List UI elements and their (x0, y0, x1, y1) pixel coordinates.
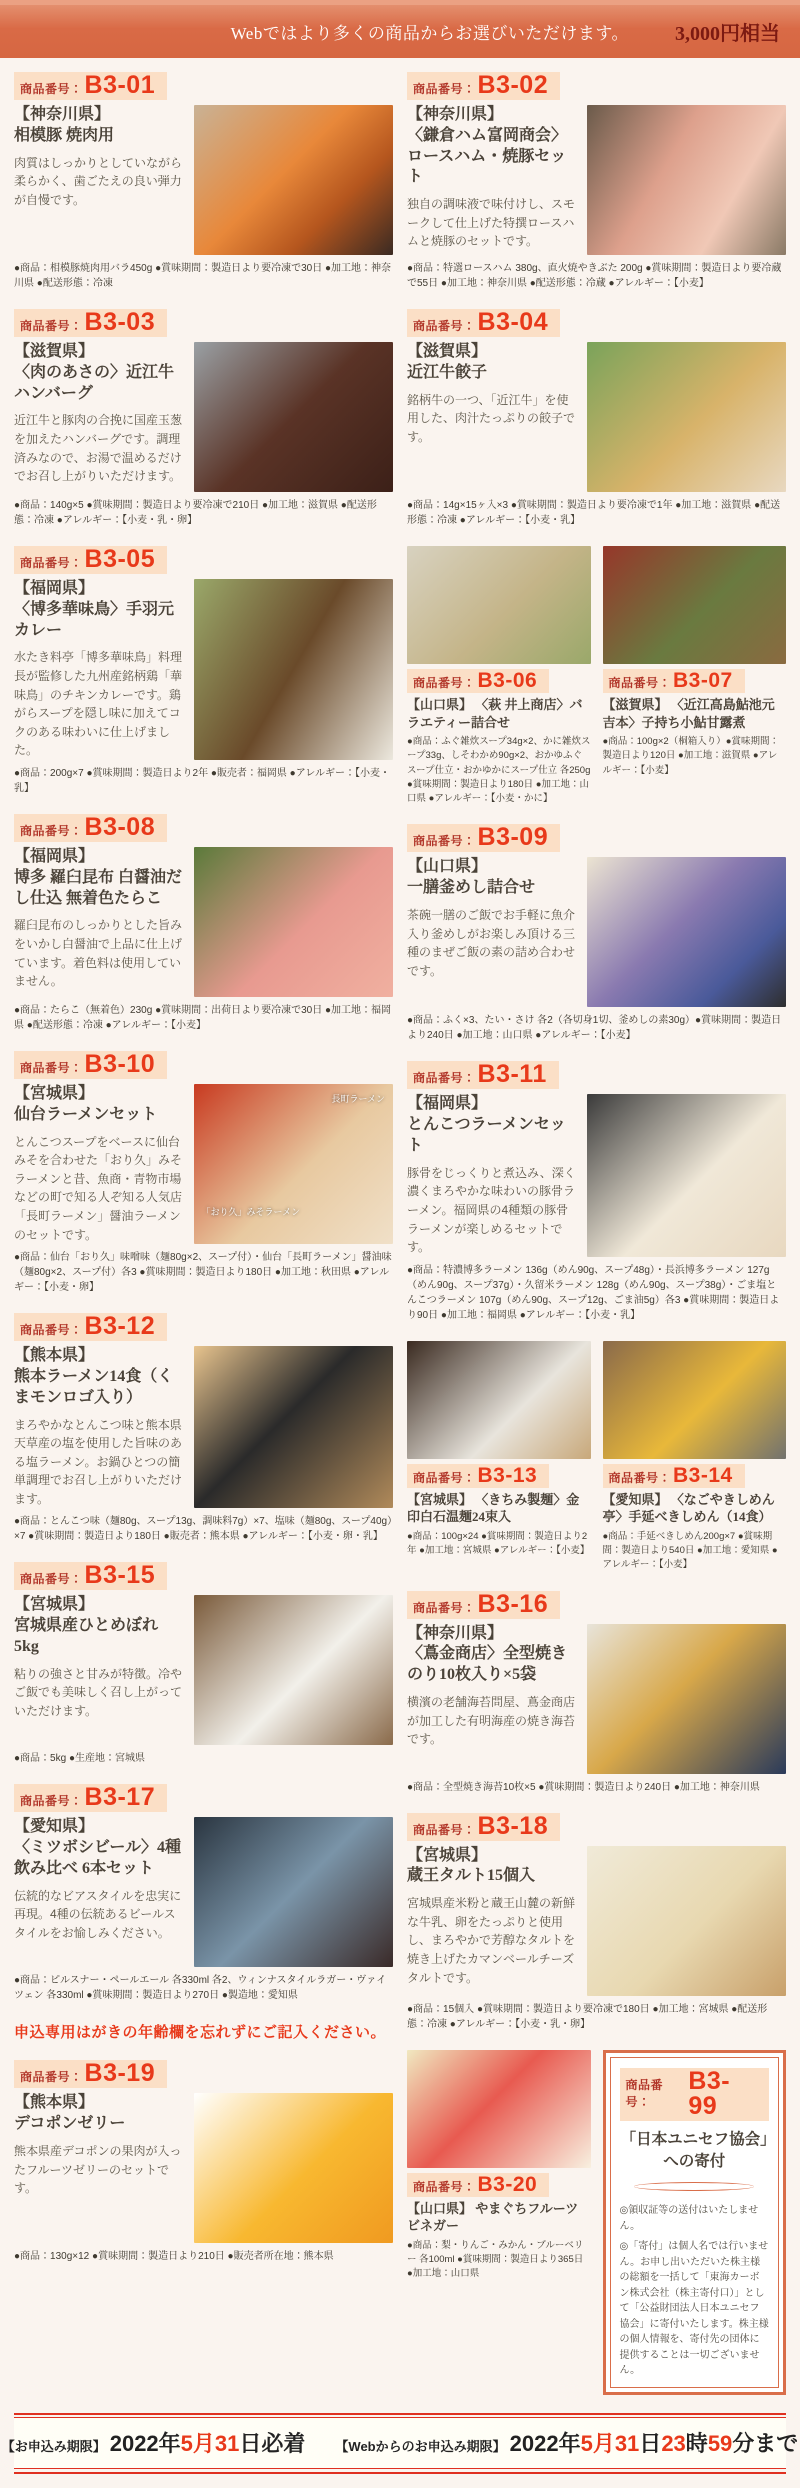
product-photo (603, 1341, 787, 1459)
product-description: 近江牛と豚肉の合挽に国産玉葱を加えたハンバーグです。調理済みなので、お湯で温めるだけでお召し上がりいただけます。 (14, 413, 183, 484)
deadline-text-part: 5月31 (180, 2431, 240, 2457)
product-code-prefix: 商品番号： (20, 82, 83, 96)
product-details: ●商品：とんこつ味（麺80g、スープ13g、調味料7g）×7、塩味（麺80g、スープ40g）×7 ●賞味期間：製造日より180日 ●販売者：熊本県 ●アレルギー：【小麦・卵・乳】 (14, 1516, 393, 1543)
product-name: 仙台ラーメンセット (14, 1105, 158, 1123)
product-prefecture: 【福岡県】 (14, 580, 95, 597)
product-code: B3-04 (477, 308, 549, 336)
product-code-prefix: 商品番号： (20, 1794, 83, 1809)
deadline-text-part: 時 (685, 2431, 708, 2457)
product-code: B3-01 (84, 71, 156, 99)
product-photo (194, 342, 393, 492)
product-card (14, 814, 393, 1033)
product-code: B3-20 (477, 2172, 538, 2196)
product-code-prefix: 商品番号： (20, 1572, 83, 1587)
product-code-prefix: 商品番号： (20, 2070, 83, 2085)
product-name: 〈鎌倉ハム富岡商会〉ロースハム・焼豚セット (407, 126, 568, 186)
deadline-text-part: 2022年 (109, 2431, 181, 2457)
product-name: とんこつラーメンセット (407, 1116, 566, 1154)
product-details: ●商品：130g×12 ●賞味期間：製造日より210日 ●販売者所在地：熊本県 (14, 2251, 334, 2263)
product-code-badge (14, 72, 167, 100)
product-prefecture: 【愛知県】 (602, 1491, 668, 1507)
web-deadline (335, 2427, 798, 2458)
product-card (407, 1061, 786, 1322)
product-prefecture: 【滋賀県】 (407, 343, 488, 360)
product-details: ●商品：全型焼き海苔10枚×5 ●賞味期間：製造日より240日 ●加工地：神奈川県 (407, 1781, 760, 1793)
product-code-prefix: 商品番号： (20, 823, 83, 838)
product-prefecture: 【山口県】 (407, 858, 488, 876)
product-name: 相模豚 焼肉用 (14, 126, 115, 144)
photo-caption: 長町ラーメン (331, 1093, 385, 1104)
product-name: 近江牛餃子 (407, 363, 488, 381)
product-name: 熊本ラーメン14食（くまモンロゴ入り） (14, 1367, 174, 1406)
donation-note: ◎領収証等の送付はいたしません。 (619, 2205, 759, 2232)
product-code-prefix: 商品番号： (608, 676, 672, 690)
product-name-text: やまぐちフルーツビネガー (407, 2200, 579, 2234)
flourish-ornament (634, 2182, 754, 2191)
product-details: ●商品：5kg ●生産地：宮城県 (14, 1753, 145, 1765)
product-code-prefix: 商品番号： (20, 1323, 83, 1338)
product-card (407, 2050, 591, 2395)
product-description: 伝統的なビアスタイルを忠実に再現。4種の伝統あるビールスタイルをお愉しみください。 (14, 1888, 182, 1941)
product-details: ●商品：140g×5 ●賞味期間：製造日より要冷凍で210日 ●加工地：滋賀県 ●配送形態：冷凍 ●アレルギー：【小麦・乳・卵】 (14, 500, 377, 526)
product-description: 熊本県産デコポンの果肉が入ったフルーツゼリーのセットです。 (14, 2144, 182, 2196)
product-details: ●商品：100g×2（桐箱入り）●賞味期間：製造日より120日 ●加工地：滋賀県 ●アレルギー：【小麦】 (602, 736, 779, 776)
product-name-text: 〈なごやきしめん亭〉手延べきしめん（14食） (602, 1491, 775, 1525)
product-prefecture: 【滋賀県】 (14, 343, 95, 360)
product-prefecture: 【熊本県】 (14, 2094, 95, 2112)
product-description: 横濱の老舗海苔問屋、蔦金商店が加工した有明海産の焼き海苔です。 (407, 1694, 576, 1747)
product-description: 茶碗一膳のご飯でお手軽に魚介入り釜めしがお楽しみ頂ける三種のまぜご飯の素の詰め合わせです。 (407, 907, 576, 978)
product-description: 独自の調味液で味付けし、スモークして仕上げた特撰ロースハムと焼豚のセットです。 (407, 197, 576, 249)
product-details: ●商品：100g×24 ●賞味期間：製造日より2年 ●加工地：宮城県 ●アレルギー：【小麦】 (407, 1530, 590, 1557)
product-description: 豚骨をじっくりと煮込み、深く濃くまろやかな味わいの豚骨ラーメン。福岡県の4種類の豚骨ラーメンが楽しめるセットです。 (407, 1165, 576, 1255)
product-details: ●商品：14g×15ヶ入×3 ●賞味期間：製造日より要冷凍で1年 ●加工地：滋賀県 ●配送形態：冷凍 ●アレルギー：【小麦・乳】 (407, 500, 781, 526)
product-code-badge (407, 2173, 549, 2197)
deadline-text-part: 5月31 (580, 2431, 640, 2457)
deadline-bar (1, 2413, 799, 2474)
product-description: とんこつスープをベースに仙台みそを合わせた「おり久」みそラーメンと昔、魚商・青物市場などの町で知る人ぞ知る人気店「長町ラーメン」醤油ラーメンのセットです。 (14, 1134, 183, 1242)
product-card (407, 546, 591, 806)
product-prefecture: 【福岡県】 (407, 1095, 488, 1113)
product-code: B3-03 (84, 308, 156, 336)
product-card (407, 1341, 591, 1573)
product-details: ●商品：特選ロースハム 380g、直火焼やきぶた 200g ●賞味期間：製造日より要冷蔵で55日 ●加工地：神奈川県 ●配送形態：冷蔵 ●アレルギー：【小麦】 (407, 263, 782, 289)
product-card (407, 1813, 786, 2032)
product-code-badge (603, 1464, 745, 1488)
product-card (603, 546, 787, 806)
product-code: B3-99 (688, 2066, 731, 2120)
product-name: 宮城県産ひとめぼれ 5kg (14, 1617, 159, 1656)
product-code-badge (14, 546, 167, 574)
product-photo (587, 342, 786, 492)
product-code: B3-02 (477, 71, 549, 99)
deadline-bar-inner (1, 2417, 799, 2469)
product-code-badge (14, 1562, 167, 1590)
product-prefecture: 【宮城県】 (407, 1846, 488, 1864)
product-photo (587, 105, 786, 255)
product-code-badge (407, 72, 560, 100)
product-description: 羅臼昆布のしっかりとした旨みをいかし白醤油で上品に仕上げています。着色料は使用していません。 (14, 918, 183, 989)
product-name-text: 〈近江高島鮎池元吉本〉子持ち小鮎甘露煮 (602, 697, 775, 730)
product-name: 〈肉のあさの〉近江牛ハンバーグ (14, 363, 175, 402)
product-name (603, 1491, 787, 1526)
product-photo (587, 1846, 786, 1996)
top-banner (0, 0, 800, 58)
product-name: 博多 羅臼昆布 白醤油だし仕込 無着色たらこ (14, 868, 183, 907)
product-details: ●商品：15個入 ●賞味期間：製造日より要冷凍で180日 ●加工地：宮城県 ●配送形態：冷凍 ●アレルギー：【小麦・乳・卵】 (407, 2003, 768, 2030)
product-code-badge (407, 1464, 549, 1488)
postal-deadline (2, 2427, 306, 2458)
deadline-text-part: 日 (639, 2431, 662, 2457)
gift-value-note: 3,000円相当 (675, 23, 780, 45)
product-code-prefix: 商品番号： (625, 2077, 664, 2109)
product-code: B3-16 (477, 1589, 549, 1618)
product-code-badge (14, 814, 167, 842)
product-card (14, 1562, 393, 1766)
product-photo (194, 1595, 393, 1745)
product-code-prefix: 商品番号： (20, 319, 83, 333)
photo-caption: 「おり久」みそラーメン (201, 1207, 301, 1218)
product-card (14, 1051, 393, 1295)
product-name (407, 1491, 591, 1526)
product-details: ●商品：仙台「おり久」味噌味（麺80g×2、スープ付）・仙台「長町ラーメン」醤油味（麺80g×2、スープ付）各3 ●賞味期間：製造日より180日 ●加工地：秋田県 ●アレルギー：【小麦・卵】 (14, 1252, 392, 1294)
product-card (407, 72, 786, 291)
product-photo (194, 2093, 393, 2243)
product-prefecture: 【宮城県】 (407, 1491, 473, 1507)
product-code: B3-17 (84, 1783, 156, 1812)
deadline-text-part: 59 (707, 2431, 733, 2457)
deadline-text-part: 【Webからのお申込み期限】 (335, 2439, 506, 2455)
product-pair-row (407, 1341, 786, 1573)
product-card (407, 1591, 786, 1795)
left-column (14, 72, 393, 2395)
product-code: B3-14 (673, 1463, 733, 1487)
product-prefecture: 【神奈川県】 (407, 106, 504, 123)
deadline-text-part: 分まで (732, 2431, 799, 2457)
product-code-badge (14, 2060, 167, 2088)
product-card (603, 1341, 787, 1573)
product-code: B3-10 (84, 1049, 156, 1078)
product-description: 粘りの強さと甘みが特徴。冷やご飯でも美味しく召し上がっていただけます。 (14, 1666, 183, 1719)
product-photo (587, 1624, 786, 1774)
product-prefecture: 【神奈川県】 (407, 1624, 504, 1642)
product-code-prefix: 商品番号： (413, 1600, 476, 1615)
product-code-badge (407, 309, 560, 337)
donation-box (603, 2050, 787, 2395)
product-code-prefix: 商品番号： (413, 82, 476, 96)
product-photo (194, 1084, 393, 1244)
right-column (407, 72, 786, 2395)
product-prefecture: 【福岡県】 (14, 847, 95, 865)
product-prefecture: 【山口県】 (407, 2200, 473, 2216)
product-photo (194, 1346, 393, 1508)
product-code-badge (407, 1813, 560, 1841)
product-code-badge (14, 309, 167, 337)
product-details: ●商品：ふぐ雑炊スープ34g×2、かに雑炊スープ33g、しそわかめ90g×2、おかゆふぐスープ仕立・おかゆかにスープ仕立 各250g ●賞味期間：製造日より180日 ●加工地：山口県 ●アレルギー：【小麦・かに】 (407, 736, 591, 805)
product-prefecture: 【宮城県】 (14, 1084, 95, 1102)
product-details: ●商品：200g×7 ●賞味期間：製造日より2年 ●販売者：福岡県 ●アレルギー：【小麦・乳】 (14, 767, 391, 794)
product-code: B3-19 (84, 2059, 156, 2088)
product-photo (194, 847, 393, 997)
product-photo (407, 546, 591, 664)
product-code: B3-05 (84, 545, 156, 573)
product-code: B3-15 (84, 1561, 156, 1590)
product-photo (194, 579, 393, 760)
product-name: 〈蔦金商店〉全型焼きのり10枚入り×5袋 (407, 1645, 568, 1684)
product-pair-row (407, 546, 786, 806)
product-code-prefix: 商品番号： (413, 1822, 476, 1837)
product-photo (407, 2050, 591, 2168)
product-details: ●商品：ピルスナー・ペールエール 各330ml 各2、ウィンナスタイルラガー・ヴァイツェン 各330ml ●賞味期間：製造日より270日 ●製造地：愛知県 (14, 1975, 387, 2002)
product-code: B3-12 (84, 1312, 156, 1341)
product-code: B3-08 (84, 812, 156, 841)
product-name (603, 696, 787, 731)
product-code-prefix: 商品番号： (608, 1470, 672, 1485)
product-code-prefix: 商品番号： (413, 1470, 476, 1485)
product-code: B3-13 (477, 1463, 538, 1487)
product-card (407, 824, 786, 1043)
product-photo (587, 857, 786, 1007)
product-code-badge (407, 1591, 560, 1619)
product-code-badge (14, 1784, 167, 1812)
product-code: B3-09 (477, 823, 549, 852)
product-prefecture: 【愛知県】 (14, 1818, 95, 1836)
catalog-grid (0, 58, 800, 2401)
product-code-prefix: 商品番号： (413, 676, 476, 690)
product-photo (407, 1341, 591, 1459)
product-description: 銘柄牛の一つ、「近江牛」を使用した、肉汁たっぷりの餃子です。 (407, 392, 576, 444)
product-code: B3-07 (673, 669, 733, 692)
product-photo (194, 1817, 393, 1967)
product-code: B3-11 (477, 1060, 547, 1089)
product-name (407, 696, 591, 731)
product-name: 蔵王タルト15個入 (407, 1867, 536, 1885)
product-name: 〈ミツボシビール〉4種飲み比べ 6本セット (14, 1839, 182, 1878)
product-code-prefix: 商品番号： (413, 319, 476, 333)
product-code: B3-18 (477, 1811, 549, 1840)
product-name (407, 2200, 591, 2235)
product-code-prefix: 商品番号： (413, 1071, 476, 1086)
product-code-badge (407, 669, 549, 693)
product-code-badge (14, 1313, 167, 1341)
product-code-badge (407, 1061, 559, 1089)
deadline-text-part: 2022年 (509, 2431, 581, 2457)
product-code-badge (14, 1051, 167, 1079)
product-code-badge (603, 669, 745, 693)
product-card (14, 72, 393, 291)
product-name-text: 〈萩 井上商店〉バラエティー詰合せ (407, 697, 583, 730)
product-description: 宮城県産米粉と蔵王山麓の新鮮な牛乳、卵をたっぷりと使用し、まろやかで芳醇なタルトを焼き上げたカマンベールチーズタルトです。 (407, 1896, 576, 1985)
deadline-text-part: 【お申込み期限】 (1, 2439, 106, 2455)
product-card (14, 1313, 393, 1544)
product-prefecture: 【滋賀県】 (602, 697, 668, 712)
product-photo (194, 105, 393, 255)
product-description: 水たき料亭「博多華味鳥」料理長が監修した九州産銘柄鶏「華味鳥」のチキンカレーです。鶏がらスープを隠し味に加えてコクのある味わいに仕上げました。 (14, 650, 183, 758)
deadline-text-part: 23 (661, 2431, 686, 2457)
product-details: ●商品：相模豚焼肉用バラ450g ●賞味期間：製造日より要冷凍で30日 ●加工地：神奈川県 ●配送形態：冷凍 (14, 263, 392, 289)
product-details: ●商品：梨・りんご・みかん・ブルーベリー 各100ml ●賞味期間：製造日より365日 ●加工地：山口県 (407, 2239, 584, 2280)
product-description: 肉質はしっかりとしていながら柔らかく、歯ごたえの良い弾力が自慢です。 (14, 155, 183, 207)
product-details: ●商品：たらこ（無着色）230g ●賞味期間：出荷日より要冷凍で30日 ●加工地：福岡県 ●配送形態：冷凍 ●アレルギー：【小麦】 (14, 1004, 392, 1031)
product-prefecture: 【宮城県】 (14, 1596, 95, 1614)
web-availability-note: Webではより多くの商品からお選びいただけます。 (230, 24, 629, 43)
age-field-reminder: 申込専用はがきの年齢欄を忘れずにご記入ください。 (14, 2024, 387, 2042)
product-photo (603, 546, 787, 664)
product-code-prefix: 商品番号： (20, 1060, 83, 1075)
product-name: 一膳釜めし詰合せ (407, 879, 536, 897)
product-card (14, 2060, 393, 2264)
product-pair-row (407, 2050, 786, 2395)
product-card (14, 546, 393, 796)
donation-note: ◎「寄付」は個人名では行いません。お申し出いただいた株主様の総額を一括して「東海カーボン株式会社（株主寄付口）」として「公益財団法人日本ユニセフ協会」に寄付いたします。株主様の個人情報を、寄付先の団体に提供することは一切ございません。 (619, 2241, 769, 2377)
product-name: デコポンゼリー (14, 2115, 126, 2133)
product-details: ●商品：特濃博多ラーメン 136g（めん90g、スープ48g）・長浜博多ラーメン 127g（めん90g、スープ37g）・久留米ラーメン 128g（めん90g、スープ38g）・ごま塩とんこつラーメン 107g（めん90g、スープ12g、ごま油5g）各3 ●賞味期間：製造日より90日 ●加工地：福岡県 ●アレルギー：【小麦・乳】 (407, 1264, 780, 1321)
product-card (14, 1784, 393, 2003)
product-card (407, 309, 786, 528)
product-code-prefix: 商品番号： (20, 556, 83, 570)
donation-box-inner (610, 2057, 780, 2388)
product-code-prefix: 商品番号： (413, 834, 476, 849)
product-code: B3-06 (477, 669, 538, 692)
product-name: 〈博多華味鳥〉手羽元カレー (14, 600, 175, 639)
product-prefecture: 【山口県】 (407, 697, 473, 712)
product-details: ●商品：手延べきしめん200g×7 ●賞味期間：製造日より540日 ●加工地：愛知県 ●アレルギー：【小麦】 (602, 1530, 778, 1571)
product-description: まろやかなとんこつ味と熊本県天草産の塩を使用した旨味のある塩ラーメン。お鍋ひとつの簡単調理でお召し上がりいただけます。 (14, 1417, 183, 1506)
product-prefecture: 【神奈川県】 (14, 106, 111, 123)
product-photo (587, 1094, 786, 1256)
product-code-badge (620, 2068, 770, 2121)
deadline-text-part: 日必着 (239, 2431, 306, 2457)
donation-title: 「日本ユニセフ協会」への寄付 (620, 2130, 768, 2171)
product-code-prefix: 商品番号： (413, 2179, 476, 2194)
product-card (14, 309, 393, 528)
product-prefecture: 【熊本県】 (14, 1347, 95, 1365)
product-name-text: 〈きちみ製麺〉金印白石温麺24束入 (407, 1491, 580, 1525)
product-code-badge (407, 824, 560, 852)
product-details: ●商品：ふく×3、たい・さけ 各2（各切身1切、釜めしの素30g）●賞味期間：製造日より240日 ●加工地：山口県 ●アレルギー：【小麦】 (407, 1015, 782, 1042)
